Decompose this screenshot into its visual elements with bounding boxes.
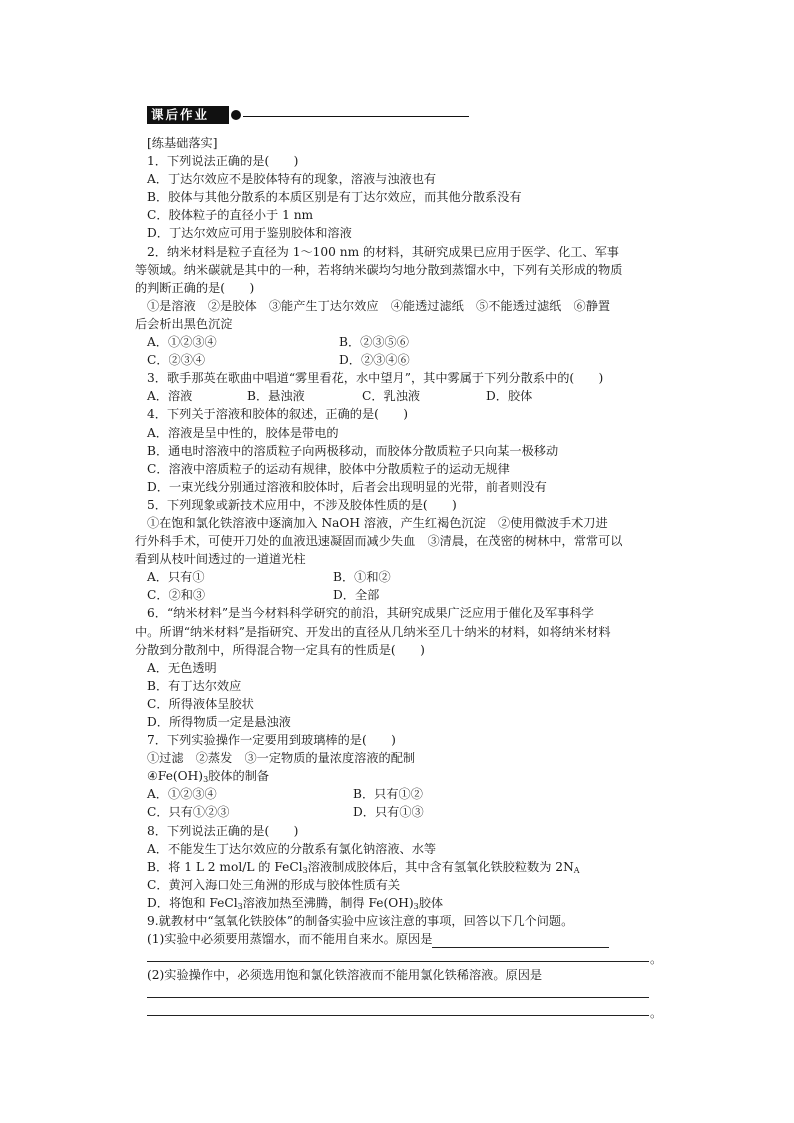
q3-option-c: C．乳浊液: [362, 389, 421, 404]
q9-part2-line-row-1: [147, 984, 652, 1002]
q7-stem: 7．下列实验操作一定要用到玻璃棒的是( ): [147, 733, 396, 748]
bullet-dot-icon: [231, 110, 241, 120]
q6-option-a: A．无色透明: [147, 660, 217, 675]
q7-options-row-1: [147, 785, 652, 803]
q8-option-b: [147, 858, 652, 876]
q8-b-subscript-2: A: [573, 865, 580, 875]
q2-option-b: B．②③⑤⑥: [339, 335, 409, 350]
q7-option-c: C．只有①②③: [147, 805, 230, 820]
q6-option-d: D．所得物质一定是悬浊液: [147, 715, 291, 729]
q2-option-a: A．①②③④: [147, 335, 217, 350]
q7-item4-text-end: 胶体的制备: [208, 769, 270, 784]
q5-option-b: B．①和②: [333, 570, 391, 585]
q9-part2-end-mark: 。: [650, 1006, 663, 1021]
q5-option-d: D．全部: [333, 588, 380, 603]
section-header: [147, 106, 469, 124]
q8-d-subscript: 3: [237, 901, 243, 911]
q3-option-d: D．胶体: [486, 389, 533, 404]
q8-stem: 8．下列说法正确的是( ): [147, 823, 299, 838]
q9-part1-answer-line[interactable]: [147, 948, 649, 962]
q7-option-b: B．只有①②: [353, 787, 423, 802]
q2-options-row-1: [147, 333, 652, 351]
q8-option-a: A．不能发生丁达尔效应的分散系有氯化钠溶液、水等: [147, 841, 437, 856]
q1-stem: 1．下列说法正确的是( ): [147, 154, 299, 169]
q8-b-subscript: 3: [302, 865, 308, 875]
q1-option-d: D．丁达尔效应可用于鉴别胶体和溶液: [147, 226, 352, 241]
q4-option-b: B．通电时溶液中的溶质粒子向两极移动，而胶体分散质粒子只向某一极移动: [147, 443, 559, 458]
question-list: [135, 134, 663, 1021]
q9-part1-line-row: [147, 948, 663, 967]
q8-d-subscript-2: 3: [413, 901, 419, 911]
q4-stem: 4．下列关于溶液和胶体的叙述，正确的是( ): [147, 407, 409, 422]
q2-line-3: 的判断正确的是( ): [135, 280, 255, 295]
q5-line-2: ①在饱和氯化铁溶液中逐滴加入 NaOH 溶液，产生红褐色沉淀 ②使用微波手术刀进: [147, 515, 608, 530]
q7-items: ①过滤 ②蒸发 ③一定物质的量浓度溶液的配制: [147, 751, 416, 766]
q1-option-c: C．胶体粒子的直径小于 1 nm: [147, 208, 314, 223]
q8-b-text-mid: 溶液制成胶体后，其中含有氢氧化铁胶粒数为 2N: [307, 859, 574, 874]
q2-line-2: 等领域。纳米碳就是其中的一种，若将纳米碳均匀地分散到蒸馏水中，下列有关形成的物质: [135, 262, 623, 277]
q8-option-d: [147, 894, 652, 912]
q3-options: [147, 387, 652, 405]
q2-line-4: ①是溶液 ②是胶体 ③能产生丁达尔效应 ④能透过滤纸 ⑤不能透过滤纸 ⑥静置: [147, 298, 611, 313]
q8-b-text: B．将 1 L 2 mol/L 的 FeCl: [147, 859, 303, 874]
q5-options-row-2: [147, 586, 652, 604]
q1-option-a: A．丁达尔效应不是胶体特有的现象，溶液与浊液也有: [147, 172, 437, 187]
q3-stem: 3．歌手那英在歌曲中唱道“雾里看花，水中望月”，其中雾属于下列分散系中的( ): [147, 371, 604, 386]
q9-part1-end-mark: 。: [650, 952, 663, 967]
section-label: [练基础落实]: [147, 136, 218, 150]
q6-option-c: C．所得液体呈胶状: [147, 696, 254, 711]
q9-part2-line-row-2: [147, 1002, 663, 1021]
q6-line-1: 6．“纳米材料”是当今材料科学研究的前沿，其研究成果广泛应用于催化及军事科学: [147, 606, 594, 621]
q2-line-5: 后会析出黑色沉淀: [135, 316, 233, 331]
q4-option-a: A．溶液是呈中性的，胶体是带电的: [147, 425, 339, 440]
q5-options-row-1: [147, 568, 652, 586]
q8-d-text: D．将饱和 FeCl: [147, 895, 238, 910]
q5-line-1: 5．下列现象或新技术应用中，不涉及胶体性质的是( ): [147, 497, 457, 512]
q8-d-text-mid: 溶液加热至沸腾，制得 Fe(OH): [242, 895, 414, 910]
header-rule: [243, 116, 469, 117]
q5-line-4: 看到从枝叶间透过的一道道光柱: [135, 552, 306, 567]
q5-option-c: C．②和③: [147, 588, 206, 603]
q7-item4-subscript: 3: [203, 775, 209, 785]
q7-item4-text: ④Fe(OH): [147, 769, 204, 784]
q5-option-a: A．只有①: [147, 570, 205, 585]
q9-part1-text: (1)实验中必须要用蒸馏水，而不能用自来水。原因是: [147, 932, 433, 947]
q4-option-d: D．一束光线分别通过溶液和胶体时，后者会出现明显的光带，前者则没有: [147, 479, 547, 494]
q3-option-b: B．悬浊液: [247, 389, 305, 404]
q9-part-1: [147, 930, 652, 948]
q7-option-d: D．只有①③: [353, 805, 424, 820]
q9-part2-answer-line-1[interactable]: [147, 984, 649, 998]
q5-line-3: 行外科手术，可使开刀处的血液迅速凝固而减少失血 ③清晨，在茂密的树林中，常常可以: [135, 534, 623, 549]
q8-d-text-end: 胶体: [418, 895, 444, 910]
q8-option-c: C．黄河入海口处三角洲的形成与胶体性质有关: [147, 877, 401, 892]
q9-part2-answer-line-2[interactable]: [147, 1002, 649, 1016]
q9-part-2: (2)实验操作中，必须选用饱和氯化铁溶液而不能用氯化铁稀溶液。原因是: [147, 968, 543, 983]
q7-options-row-2: [147, 803, 652, 821]
q2-line-1: 2．纳米材料是粒子直径为 1～100 nm 的材料，其研究成果已应用于医学、化工、军事: [147, 244, 619, 259]
q6-line-3: 分散到分散剂中，所得混合物一定具有的性质是( ): [135, 642, 425, 657]
header-title: 课后作业: [147, 106, 229, 124]
q3-option-a: A．溶液: [147, 389, 193, 404]
q6-option-b: B．有丁达尔效应: [147, 678, 242, 693]
q1-option-b: B．胶体与其他分散系的本质区别是有丁达尔效应，而其他分散系没有: [147, 190, 522, 205]
q2-option-c: C．②③④: [147, 353, 206, 368]
q4-option-c: C．溶液中溶质粒子的运动有规律，胶体中分散质粒子的运动无规律: [147, 461, 510, 476]
q9-stem: 9.就教材中“氢氧化铁胶体”的制备实验中应该注意的事项，回答以下几个问题。: [147, 914, 574, 929]
q7-item-4: [147, 767, 652, 785]
q7-option-a: A．①②③④: [147, 787, 217, 802]
q6-line-2: 中。所谓“纳米材料”是指研究、开发出的直径从几纳米至几十纳米的材料，如将纳米材料: [135, 624, 611, 639]
q2-options-row-2: [147, 351, 652, 369]
q9-part1-answer-blank[interactable]: [432, 933, 609, 948]
q2-option-d: D．②③④⑥: [339, 353, 410, 368]
